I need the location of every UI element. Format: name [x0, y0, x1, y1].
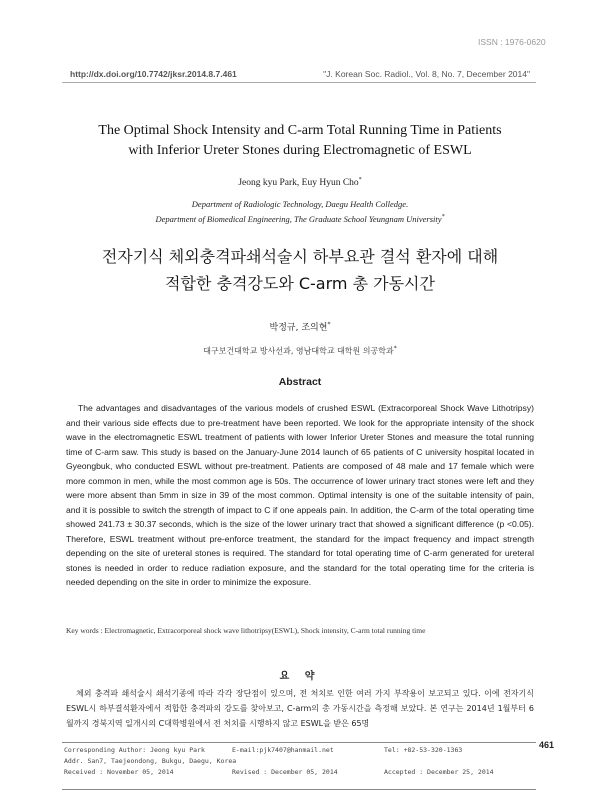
abstract-body: The advantages and disadvantages of the various models of crushed ESWL (Extracorporeal Shock Wave Lithotripsy) and their various side effects due to pre-treatment have been reported. We look for the appropriate intensity of the shock wave in the electromagnetic ESWL treatment of patients with lower Inferior Ureter Stones and measure the total running time of C-arm saw. This study is based on the January-June 2014 launch of 65 patients of C university hospital located in Gyeongbuk, who conducted ESWL without pre-treatment. Patients are composed of 48 male and 17 female which were more common in men, while the most common age is 50s. The occurrence of lower urinary tract stones were left and they were more absent than 5mm in size in 39 of the most common. Optimal intensity is one of the suitable intensity of pain, and it is possible to switch the strength of impact to C if one appeals pain. In addition, the C-arm of the total operating time showed 241.73 ± 30.37 seconds, which is the size of the lower urinary tract that showed a significant difference (p <0.05). Therefore, ESWL treatment without pre-enforce treatment, the standard for the impact frequency and impact strength depending on the site of ureteral stones is required. The standard for total operating time of C-arm generated for ureteral stones is needed in order to reduce radiation exposure, and the standard for the total operating time for the criteria is needed depending on the site in order to minimize the exposure.	[66, 403, 534, 587]
authors-english	[62, 177, 538, 188]
journal-citation: "J. Korean Soc. Radiol., Vol. 8, No. 7, December 2014"	[323, 69, 530, 79]
authors-english-names: Jeong kyu Park, Euy Hyun Cho	[238, 178, 359, 189]
title-english	[62, 121, 538, 161]
doi-link[interactable]: http://dx.doi.org/10.7742/jksr.2014.8.7.461	[70, 69, 237, 79]
affiliation-mark: *	[441, 214, 445, 220]
header-divider	[62, 82, 536, 83]
issn: ISSN : 1976-0620	[478, 37, 546, 47]
affiliation-korean-text: 대구보건대학교 방사선과, 영남대학교 대학원 의공학과	[203, 346, 394, 356]
title-korean-line2: 적합한 충격강도와 C-arm 총 가동시간	[165, 274, 435, 293]
affiliation-2: Department of Biomedical Engineering, The Graduate School Yeungnam University*	[155, 213, 445, 224]
abstract-heading: Abstract	[278, 376, 322, 388]
author-korean-mark: *	[327, 321, 331, 328]
affiliations-korean	[62, 345, 538, 357]
page-number: 461	[539, 740, 555, 750]
authors-korean	[62, 320, 538, 333]
email[interactable]: E-mail:pjk7407@hanmail.net	[232, 746, 334, 754]
title-korean-line1: 전자기식 체외충격파쇄석술시 하부요관 결석 환자에 대해	[101, 247, 499, 266]
title-english-line2: with Inferior Ureter Stones during Electromagnetic of ESWL	[128, 143, 472, 158]
author-mark: *	[358, 177, 362, 183]
corresponding-author: Corresponding Author: Jeong kyu Park	[64, 746, 205, 754]
affiliation-1: Department of Radiologic Technology, Daegu Health Colledge.	[191, 199, 409, 209]
address: Addr. San7, Taejeondong, Bukgu, Daegu, Korea	[64, 757, 237, 765]
footer-info	[62, 742, 536, 790]
summary-body: 체외 충격파 쇄석술시 쇄석기종에 따라 각각 장단점이 있으며, 전 처치로 인한 여러 가지 부작용이 보고되고 있다. 이에 전자기식 ESWL시 하부결석환자에서 적합한 충격파의 강도를 찾아보고, C-arm의 총 가동시간을 측정해 보았다. 본 연구는 2014년 1월부터 6월까지 경북지역 일개시의 C대학병원에서 전 처치를 시행하지 않고 ESWL을 받은 65명	[66, 689, 534, 728]
summary-heading: 요 약	[279, 671, 321, 682]
authors-korean-names: 박정규, 조의현	[269, 323, 328, 333]
accepted-date: Accepted : December 25, 2014	[384, 768, 494, 776]
title-english-line1: The Optimal Shock Intensity and C-arm Total Running Time in Patients	[98, 123, 502, 138]
received-date: Received : November 05, 2014	[64, 768, 174, 776]
keywords: Key words : Electromagnetic, Extracorporeal shock wave lithotripsy(ESWL), Shock intensity, C-arm total running time	[66, 626, 426, 635]
telephone: Tel: +82-53-320-1363	[384, 746, 463, 754]
affiliations-english	[62, 198, 538, 226]
title-korean	[62, 243, 538, 297]
affiliation-korean-mark: *	[393, 345, 397, 352]
revised-date: Revised : December 05, 2014	[232, 768, 338, 776]
